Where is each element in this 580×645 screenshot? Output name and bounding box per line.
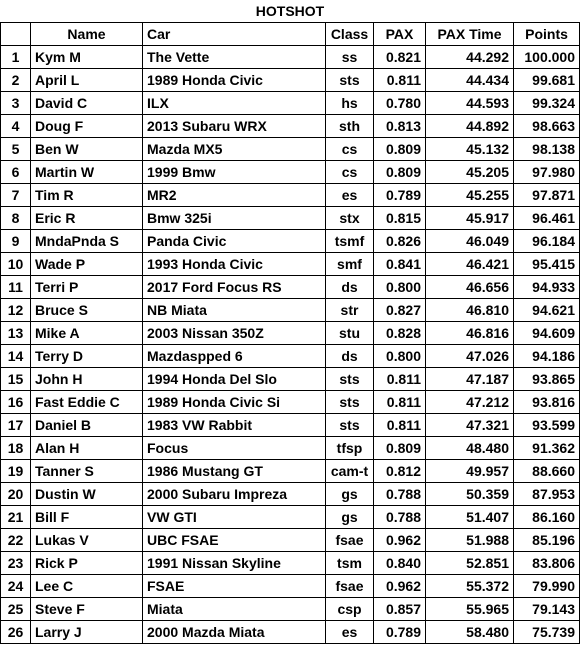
class-cell: sth: [326, 115, 374, 138]
class-cell: sts: [326, 414, 374, 437]
pax-time-cell: 50.359: [426, 483, 514, 506]
rank-cell: 13: [1, 322, 31, 345]
class-cell: sts: [326, 368, 374, 391]
class-cell: ds: [326, 276, 374, 299]
class-cell: smf: [326, 253, 374, 276]
pax-cell: 0.828: [374, 322, 426, 345]
pax-cell: 0.809: [374, 437, 426, 460]
table-row: [1, 322, 580, 345]
pax-cell: 0.811: [374, 368, 426, 391]
pax-time-cell: 47.026: [426, 345, 514, 368]
pax-time-cell: 44.292: [426, 46, 514, 69]
rank-cell: 19: [1, 460, 31, 483]
points-cell: 79.990: [514, 575, 580, 598]
table-row: [1, 207, 580, 230]
points-cell: 98.663: [514, 115, 580, 138]
points-cell: 93.816: [514, 391, 580, 414]
pax-time-cell: 47.321: [426, 414, 514, 437]
class-cell: tfsp: [326, 437, 374, 460]
name-cell: Eric R: [31, 207, 143, 230]
points-cell: 96.184: [514, 230, 580, 253]
class-cell: ds: [326, 345, 374, 368]
points-cell: 86.160: [514, 506, 580, 529]
points-cell: 87.953: [514, 483, 580, 506]
name-cell: Mike A: [31, 322, 143, 345]
rank-cell: 23: [1, 552, 31, 575]
car-cell: Focus: [143, 437, 326, 460]
name-cell: April L: [31, 69, 143, 92]
name-cell: Daniel B: [31, 414, 143, 437]
car-cell: 1989 Honda Civic: [143, 69, 326, 92]
car-cell: 1991 Nissan Skyline: [143, 552, 326, 575]
pax-cell: 0.789: [374, 621, 426, 644]
rank-cell: 11: [1, 276, 31, 299]
car-cell: Miata: [143, 598, 326, 621]
pax-time-cell: 45.917: [426, 207, 514, 230]
car-cell: VW GTI: [143, 506, 326, 529]
table-row: [1, 184, 580, 207]
pax-cell: 0.841: [374, 253, 426, 276]
header-pax-time: PAX Time: [426, 23, 514, 46]
pax-cell: 0.809: [374, 138, 426, 161]
table-row: [1, 506, 580, 529]
table-row: [1, 460, 580, 483]
header-points: Points: [514, 23, 580, 46]
name-cell: Steve F: [31, 598, 143, 621]
pax-time-cell: 46.810: [426, 299, 514, 322]
points-cell: 93.865: [514, 368, 580, 391]
pax-cell: 0.812: [374, 460, 426, 483]
pax-time-cell: 49.957: [426, 460, 514, 483]
name-cell: Doug F: [31, 115, 143, 138]
pax-cell: 0.811: [374, 391, 426, 414]
points-cell: 98.138: [514, 138, 580, 161]
table-row: [1, 368, 580, 391]
points-cell: 97.980: [514, 161, 580, 184]
table-row: [1, 253, 580, 276]
rank-cell: 22: [1, 529, 31, 552]
name-cell: John H: [31, 368, 143, 391]
class-cell: gs: [326, 483, 374, 506]
pax-cell: 0.800: [374, 276, 426, 299]
class-cell: hs: [326, 92, 374, 115]
name-cell: Rick P: [31, 552, 143, 575]
points-cell: 88.660: [514, 460, 580, 483]
name-cell: Dustin W: [31, 483, 143, 506]
car-cell: 2003 Nissan 350Z: [143, 322, 326, 345]
rank-cell: 8: [1, 207, 31, 230]
car-cell: NB Miata: [143, 299, 326, 322]
name-cell: Terri P: [31, 276, 143, 299]
pax-cell: 0.813: [374, 115, 426, 138]
class-cell: fsae: [326, 529, 374, 552]
pax-time-cell: 52.851: [426, 552, 514, 575]
car-cell: Mazda MX5: [143, 138, 326, 161]
rank-cell: 12: [1, 299, 31, 322]
header-name: Name: [31, 23, 143, 46]
name-cell: MndaPnda S: [31, 230, 143, 253]
table-row: [1, 575, 580, 598]
rank-cell: 17: [1, 414, 31, 437]
pax-time-cell: 58.480: [426, 621, 514, 644]
car-cell: 1993 Honda Civic: [143, 253, 326, 276]
table-row: [1, 552, 580, 575]
class-cell: ss: [326, 46, 374, 69]
pax-time-cell: 45.132: [426, 138, 514, 161]
points-cell: 85.196: [514, 529, 580, 552]
pax-time-cell: 44.892: [426, 115, 514, 138]
rank-cell: 25: [1, 598, 31, 621]
pax-cell: 0.809: [374, 161, 426, 184]
name-cell: Larry J: [31, 621, 143, 644]
name-cell: Tanner S: [31, 460, 143, 483]
rank-cell: 10: [1, 253, 31, 276]
points-cell: 95.415: [514, 253, 580, 276]
car-cell: 2013 Subaru WRX: [143, 115, 326, 138]
table-row: [1, 161, 580, 184]
name-cell: Alan H: [31, 437, 143, 460]
rank-cell: 3: [1, 92, 31, 115]
name-cell: Bruce S: [31, 299, 143, 322]
pax-time-cell: 45.205: [426, 161, 514, 184]
pax-time-cell: 44.593: [426, 92, 514, 115]
points-cell: 75.739: [514, 621, 580, 644]
table-row: [1, 437, 580, 460]
table-row: [1, 69, 580, 92]
car-cell: FSAE: [143, 575, 326, 598]
points-cell: 94.933: [514, 276, 580, 299]
pax-cell: 0.827: [374, 299, 426, 322]
class-cell: csp: [326, 598, 374, 621]
points-cell: 94.609: [514, 322, 580, 345]
table-row: [1, 391, 580, 414]
car-cell: Mazdaspped 6: [143, 345, 326, 368]
rank-cell: 26: [1, 621, 31, 644]
pax-time-cell: 46.656: [426, 276, 514, 299]
rank-cell: 7: [1, 184, 31, 207]
class-cell: stx: [326, 207, 374, 230]
header-row: [1, 23, 580, 46]
pax-time-cell: 46.421: [426, 253, 514, 276]
name-cell: Tim R: [31, 184, 143, 207]
car-cell: 2017 Ford Focus RS: [143, 276, 326, 299]
car-cell: 2000 Mazda Miata: [143, 621, 326, 644]
points-cell: 94.186: [514, 345, 580, 368]
pax-time-cell: 45.255: [426, 184, 514, 207]
pax-cell: 0.788: [374, 483, 426, 506]
class-cell: gs: [326, 506, 374, 529]
rank-cell: 5: [1, 138, 31, 161]
table-row: [1, 345, 580, 368]
rank-cell: 18: [1, 437, 31, 460]
points-cell: 96.461: [514, 207, 580, 230]
table-row: [1, 276, 580, 299]
rank-cell: 1: [1, 46, 31, 69]
pax-cell: 0.780: [374, 92, 426, 115]
car-cell: UBC FSAE: [143, 529, 326, 552]
name-cell: Terry D: [31, 345, 143, 368]
pax-time-cell: 48.480: [426, 437, 514, 460]
table-row: [1, 414, 580, 437]
name-cell: Kym M: [31, 46, 143, 69]
class-cell: sts: [326, 391, 374, 414]
car-cell: 1994 Honda Del Slo: [143, 368, 326, 391]
table-row: [1, 230, 580, 253]
class-cell: stu: [326, 322, 374, 345]
pax-time-cell: 55.372: [426, 575, 514, 598]
table-row: [1, 598, 580, 621]
car-cell: MR2: [143, 184, 326, 207]
car-cell: Bmw 325i: [143, 207, 326, 230]
pax-cell: 0.857: [374, 598, 426, 621]
name-cell: Lukas V: [31, 529, 143, 552]
name-cell: David C: [31, 92, 143, 115]
points-cell: 97.871: [514, 184, 580, 207]
class-cell: sts: [326, 69, 374, 92]
points-cell: 94.621: [514, 299, 580, 322]
pax-cell: 0.962: [374, 529, 426, 552]
header-pax: PAX: [374, 23, 426, 46]
pax-time-cell: 46.049: [426, 230, 514, 253]
car-cell: 1983 VW Rabbit: [143, 414, 326, 437]
pax-cell: 0.788: [374, 506, 426, 529]
car-cell: 1986 Mustang GT: [143, 460, 326, 483]
points-cell: 91.362: [514, 437, 580, 460]
rank-cell: 4: [1, 115, 31, 138]
car-cell: 1999 Bmw: [143, 161, 326, 184]
rank-cell: 21: [1, 506, 31, 529]
pax-cell: 0.826: [374, 230, 426, 253]
rank-cell: 14: [1, 345, 31, 368]
pax-time-cell: 55.965: [426, 598, 514, 621]
car-cell: 2000 Subaru Impreza: [143, 483, 326, 506]
pax-time-cell: 44.434: [426, 69, 514, 92]
pax-cell: 0.962: [374, 575, 426, 598]
page-title: HOTSHOT: [1, 0, 580, 23]
pax-time-cell: 47.212: [426, 391, 514, 414]
table-row: [1, 92, 580, 115]
pax-cell: 0.811: [374, 414, 426, 437]
pax-time-cell: 46.816: [426, 322, 514, 345]
car-cell: Panda Civic: [143, 230, 326, 253]
points-cell: 100.000: [514, 46, 580, 69]
car-cell: ILX: [143, 92, 326, 115]
header-car: Car: [143, 23, 326, 46]
title-row: [1, 0, 580, 23]
name-cell: Martin W: [31, 161, 143, 184]
pax-cell: 0.789: [374, 184, 426, 207]
pax-cell: 0.815: [374, 207, 426, 230]
car-cell: The Vette: [143, 46, 326, 69]
pax-cell: 0.821: [374, 46, 426, 69]
table-row: [1, 299, 580, 322]
class-cell: str: [326, 299, 374, 322]
pax-cell: 0.811: [374, 69, 426, 92]
pax-time-cell: 47.187: [426, 368, 514, 391]
pax-time-cell: 51.988: [426, 529, 514, 552]
table-row: [1, 46, 580, 69]
points-cell: 79.143: [514, 598, 580, 621]
class-cell: fsae: [326, 575, 374, 598]
header-class: Class: [326, 23, 374, 46]
table-body: [1, 46, 580, 644]
class-cell: cs: [326, 138, 374, 161]
class-cell: tsmf: [326, 230, 374, 253]
class-cell: cs: [326, 161, 374, 184]
rank-cell: 2: [1, 69, 31, 92]
table-row: [1, 621, 580, 644]
name-cell: Ben W: [31, 138, 143, 161]
rank-cell: 15: [1, 368, 31, 391]
class-cell: cam-t: [326, 460, 374, 483]
name-cell: Fast Eddie C: [31, 391, 143, 414]
class-cell: tsm: [326, 552, 374, 575]
rank-cell: 20: [1, 483, 31, 506]
points-cell: 93.599: [514, 414, 580, 437]
rank-cell: 24: [1, 575, 31, 598]
table-row: [1, 115, 580, 138]
pax-cell: 0.800: [374, 345, 426, 368]
table-row: [1, 138, 580, 161]
car-cell: 1989 Honda Civic Si: [143, 391, 326, 414]
rank-cell: 16: [1, 391, 31, 414]
table-row: [1, 529, 580, 552]
rank-cell: 6: [1, 161, 31, 184]
pax-cell: 0.840: [374, 552, 426, 575]
class-cell: es: [326, 621, 374, 644]
name-cell: Lee C: [31, 575, 143, 598]
class-cell: es: [326, 184, 374, 207]
table-row: [1, 483, 580, 506]
header-rank: [1, 23, 31, 46]
name-cell: Bill F: [31, 506, 143, 529]
pax-time-cell: 51.407: [426, 506, 514, 529]
points-cell: 83.806: [514, 552, 580, 575]
points-cell: 99.681: [514, 69, 580, 92]
points-cell: 99.324: [514, 92, 580, 115]
name-cell: Wade P: [31, 253, 143, 276]
rank-cell: 9: [1, 230, 31, 253]
